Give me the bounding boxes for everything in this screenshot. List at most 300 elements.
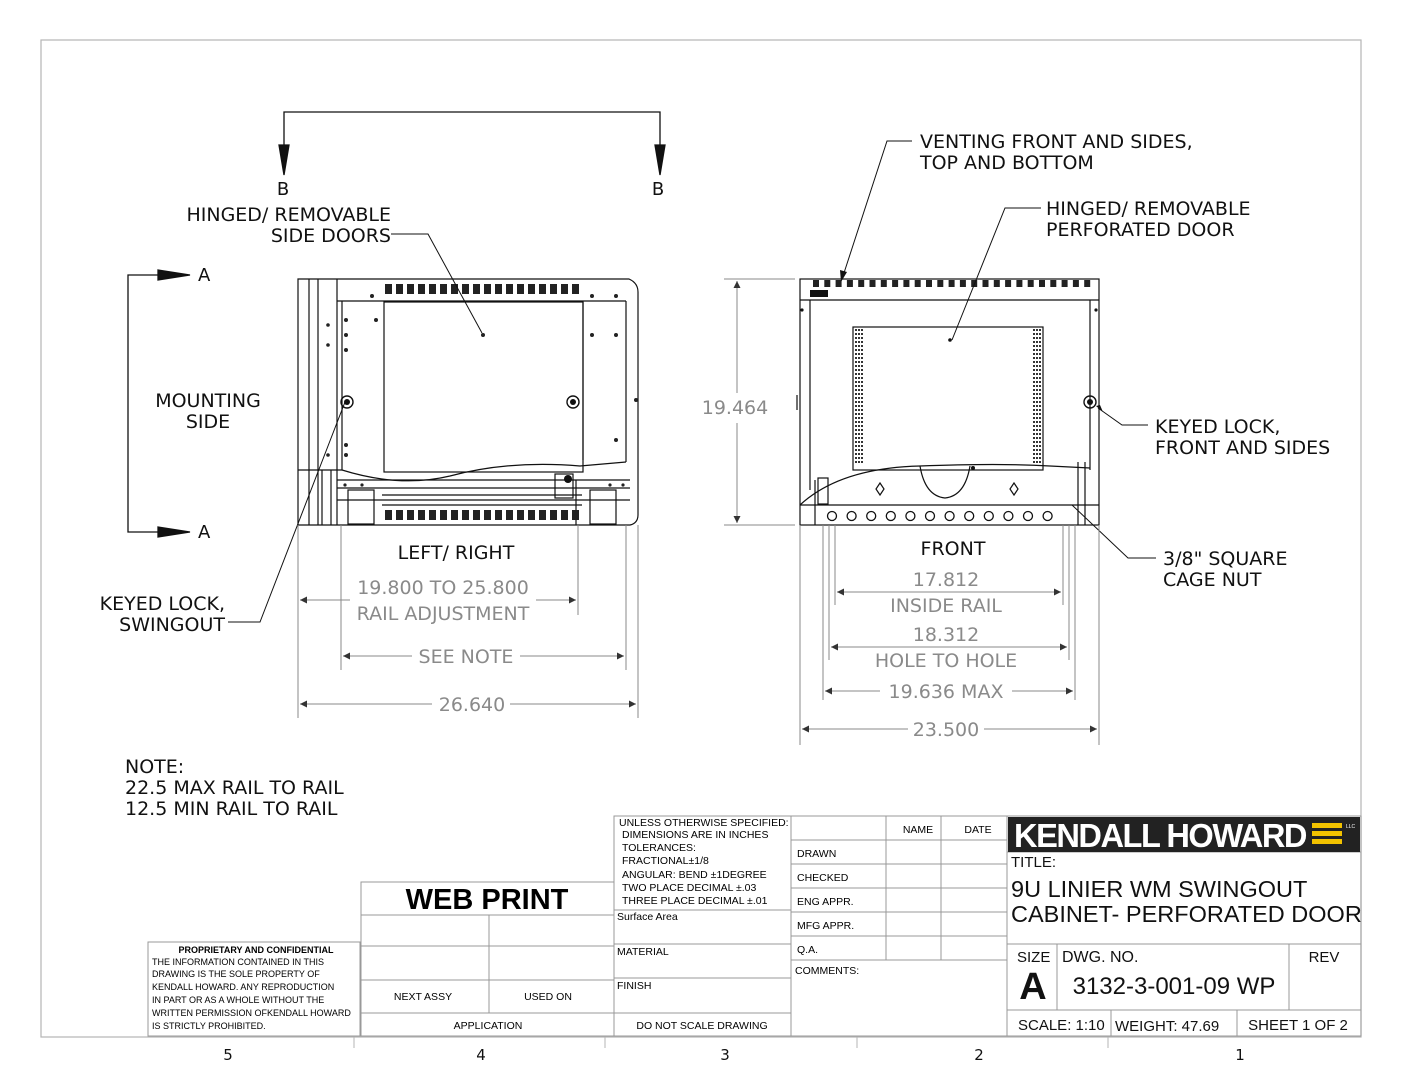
perforation-hole — [1033, 373, 1035, 375]
perforation-hole — [858, 425, 860, 427]
perforation-hole — [1036, 453, 1038, 455]
perforation-hole — [858, 397, 860, 399]
perforation-hole — [1033, 337, 1035, 339]
spec-line-3: TOLERANCES: — [622, 842, 696, 854]
vent-slot — [903, 280, 909, 287]
perforation-hole — [1039, 389, 1041, 391]
vent-slot — [1028, 280, 1034, 287]
cage-nut-hole — [828, 512, 837, 521]
perforation-hole — [858, 417, 860, 419]
dim-rail-adjust-value: 19.800 TO 25.800 — [357, 577, 529, 599]
title-line-2: CABINET- PERFORATED DOOR — [1011, 901, 1362, 927]
perforation-hole — [1036, 461, 1038, 463]
perforation-hole — [855, 413, 857, 415]
perforation-hole — [1036, 449, 1038, 451]
callout-keyed-lock-swingout-1: KEYED LOCK, — [99, 593, 225, 615]
perforation-hole — [1039, 453, 1041, 455]
perforation-hole — [1039, 429, 1041, 431]
vent-slot — [824, 280, 830, 287]
perforation-hole — [861, 365, 863, 367]
perforation-hole — [861, 449, 863, 451]
scale-label: SCALE: 1:10 — [1018, 1017, 1105, 1034]
perforation-hole — [858, 385, 860, 387]
front-view-cage-nut-row — [828, 512, 1053, 521]
spec-line-7: THREE PLACE DECIMAL ±.01 — [622, 895, 768, 907]
perforation-hole — [1033, 345, 1035, 347]
perforation-hole — [858, 393, 860, 395]
perforation-hole — [858, 449, 860, 451]
cage-nut-hole — [1043, 512, 1052, 521]
perforation-hole — [858, 453, 860, 455]
callout-hinged-side-doors-1: HINGED/ REMOVABLE — [186, 204, 391, 226]
vent-slot — [429, 284, 436, 294]
perforation-hole — [855, 409, 857, 411]
perforation-hole — [1039, 345, 1041, 347]
perforation-hole — [1033, 461, 1035, 463]
perforation-hole — [1039, 413, 1041, 415]
vent-slot — [440, 284, 447, 294]
perforation-hole — [1033, 429, 1035, 431]
dim-hole-value: 18.312 — [912, 624, 980, 646]
perforation-hole — [855, 381, 857, 383]
callout-keyed-lock-swingout-2: SWINGOUT — [119, 614, 225, 636]
perforation-hole — [858, 437, 860, 439]
perforation-hole — [1036, 365, 1038, 367]
perforation-hole — [1036, 437, 1038, 439]
vent-slot — [407, 510, 414, 520]
perforation-hole — [861, 357, 863, 359]
zone-2: 2 — [974, 1046, 984, 1064]
vent-slot — [506, 510, 513, 520]
callout-perforated-door-1: HINGED/ REMOVABLE — [1046, 198, 1251, 220]
perforation-hole — [858, 433, 860, 435]
vent-slot — [418, 510, 425, 520]
cage-nut-hole — [906, 512, 915, 521]
front-view-lock-icon — [800, 290, 1097, 470]
checked-label: CHECKED — [797, 872, 849, 884]
perforation-hole — [861, 393, 863, 395]
vent-slot — [429, 510, 436, 520]
section-a-bottom-label: A — [198, 522, 211, 543]
perforation-hole — [861, 329, 863, 331]
perforation-hole — [1039, 425, 1041, 427]
material-label: MATERIAL — [617, 946, 669, 958]
perforation-hole — [1039, 457, 1041, 459]
vent-slot — [451, 284, 458, 294]
perforation-hole — [1039, 365, 1041, 367]
perforation-hole — [1033, 437, 1035, 439]
callout-mounting-side-1: MOUNTING — [155, 390, 261, 412]
perforation-hole — [858, 405, 860, 407]
side-view-lock-icon — [341, 396, 579, 483]
rev-label: REV — [1308, 949, 1340, 966]
cage-nut-hole — [886, 512, 895, 521]
perforation-hole — [861, 369, 863, 371]
perforation-hole — [858, 461, 860, 463]
vent-slot — [949, 280, 955, 287]
zone-1: 1 — [1235, 1046, 1245, 1064]
side-view-bottom-vents — [385, 510, 579, 520]
surface-area-label: Surface Area — [617, 911, 678, 923]
dim-max-width: 19.636 MAX — [888, 681, 1004, 703]
eng-appr-label: ENG APPR. — [797, 896, 854, 908]
mfg-appr-label: MFG APPR. — [797, 920, 855, 932]
callout-perforated-door-2: PERFORATED DOOR — [1046, 219, 1235, 241]
title-line-1: 9U LINIER WM SWINGOUT — [1011, 876, 1308, 902]
vent-slot — [385, 510, 392, 520]
perforation-hole — [855, 377, 857, 379]
perforation-hole — [858, 457, 860, 459]
side-view-top-vents — [385, 284, 579, 294]
dim-inside-rail-value: 17.812 — [912, 569, 980, 591]
perforation-hole — [861, 441, 863, 443]
side-view-holes — [326, 294, 638, 487]
note-line-2: 12.5 MIN RAIL TO RAIL — [125, 798, 338, 820]
vent-slot — [813, 280, 819, 287]
vent-slot — [473, 284, 480, 294]
perforation-hole — [858, 421, 860, 423]
perforation-hole — [1033, 441, 1035, 443]
front-view-top-vents — [813, 280, 1090, 287]
perforation-hole — [1039, 377, 1041, 379]
perforation-hole — [858, 365, 860, 367]
perforation-hole — [1033, 353, 1035, 355]
weight-label: WEIGHT: 47.69 — [1115, 1018, 1220, 1035]
dim-depth: 26.640 — [438, 694, 506, 716]
perforation-hole — [855, 429, 857, 431]
perforation-hole — [1033, 401, 1035, 403]
perforation-hole — [1036, 445, 1038, 447]
proprietary-line-1: THE INFORMATION CONTAINED IN THIS — [152, 957, 325, 967]
perforation-hole — [858, 377, 860, 379]
perforation-hole — [855, 437, 857, 439]
vent-slot — [1005, 280, 1011, 287]
perforation-hole — [1039, 437, 1041, 439]
perforation-hole — [1039, 353, 1041, 355]
dim-see-note: SEE NOTE — [418, 646, 514, 668]
perforation-hole — [855, 433, 857, 435]
perforation-hole — [861, 437, 863, 439]
vent-slot — [451, 510, 458, 520]
perforation-hole — [1036, 405, 1038, 407]
perforation-hole — [858, 409, 860, 411]
perforation-hole — [855, 449, 857, 451]
perforation-hole — [1033, 349, 1035, 351]
perforation-hole — [1036, 457, 1038, 459]
perforation-hole — [861, 417, 863, 419]
perforation-hole — [855, 345, 857, 347]
perforation-hole — [858, 341, 860, 343]
perforation-hole — [1036, 417, 1038, 419]
perforation-hole — [855, 393, 857, 395]
perforation-hole — [1039, 461, 1041, 463]
vent-slot — [1062, 280, 1068, 287]
vent-slot — [385, 284, 392, 294]
vent-slot — [561, 510, 568, 520]
perforation-hole — [1039, 433, 1041, 435]
perforation-hole — [1039, 441, 1041, 443]
vent-slot — [484, 510, 491, 520]
vent-slot — [847, 280, 853, 287]
perforation-hole — [1033, 449, 1035, 451]
perforation-hole — [855, 357, 857, 359]
perforation-hole — [1039, 341, 1041, 343]
perforation-hole — [855, 421, 857, 423]
section-b-left-label: B — [276, 179, 290, 200]
callout-cage-nut-1: 3/8" SQUARE — [1163, 548, 1288, 570]
perforation-hole — [1033, 333, 1035, 335]
spec-line-4: FRACTIONAL±1/8 — [622, 855, 709, 867]
perforation-hole — [1039, 421, 1041, 423]
vent-slot — [539, 510, 546, 520]
vent-slot — [396, 510, 403, 520]
perforation-hole — [1033, 409, 1035, 411]
perforation-hole — [1036, 429, 1038, 431]
perforation-hole — [1036, 433, 1038, 435]
vent-slot — [870, 280, 876, 287]
perforation-hole — [855, 445, 857, 447]
vent-slot — [1084, 280, 1090, 287]
comments-label: COMMENTS: — [795, 965, 860, 977]
perforation-hole — [1036, 425, 1038, 427]
perforation-hole — [861, 341, 863, 343]
perforation-hole — [1033, 445, 1035, 447]
perforation-hole — [858, 413, 860, 415]
perforation-hole — [861, 457, 863, 459]
perforation-hole — [1036, 385, 1038, 387]
perforation-hole — [855, 401, 857, 403]
callout-mounting-side-2: SIDE — [185, 411, 231, 433]
dwg-no-value: 3132-3-001-09 WP — [1072, 973, 1276, 1000]
vent-slot — [440, 510, 447, 520]
vent-slot — [550, 510, 557, 520]
spec-line-5: ANGULAR: BEND ±1DEGREE — [622, 869, 767, 881]
perforation-hole — [855, 417, 857, 419]
perforation-hole — [1039, 417, 1041, 419]
perforation-hole — [1036, 393, 1038, 395]
cage-nut-hole — [984, 512, 993, 521]
vent-slot — [528, 284, 535, 294]
perforation-hole — [1039, 449, 1041, 451]
perforation-hole — [855, 397, 857, 399]
perforation-hole — [1033, 389, 1035, 391]
perforation-hole — [1033, 397, 1035, 399]
perforation-hole — [858, 345, 860, 347]
vent-slot — [892, 280, 898, 287]
view-label-left-right: LEFT/ RIGHT — [397, 542, 515, 564]
perforation-hole — [861, 345, 863, 347]
perforation-hole — [861, 421, 863, 423]
vent-slot — [396, 284, 403, 294]
perforation-hole — [855, 453, 857, 455]
vent-slot — [528, 510, 535, 520]
perforation-hole — [855, 385, 857, 387]
perforation-hole — [1033, 369, 1035, 371]
perforation-hole — [1033, 341, 1035, 343]
do-not-scale-label: DO NOT SCALE DRAWING — [636, 1020, 768, 1032]
vent-slot — [926, 280, 932, 287]
perforation-hole — [1036, 357, 1038, 359]
company-logo-mark — [1312, 823, 1342, 844]
zone-ticks — [354, 1037, 1108, 1048]
section-b-right-label: B — [651, 179, 665, 200]
perforation-hole — [858, 373, 860, 375]
perforation-hole — [855, 341, 857, 343]
vent-slot — [495, 510, 502, 520]
perforation-hole — [858, 353, 860, 355]
vent-slot — [983, 280, 989, 287]
spec-line-2: DIMENSIONS ARE IN INCHES — [622, 829, 769, 841]
perforation-hole — [861, 413, 863, 415]
dim-rail-adjust-label: RAIL ADJUSTMENT — [356, 603, 530, 625]
perforation-hole — [861, 349, 863, 351]
perforation-hole — [861, 401, 863, 403]
perforation-hole — [1036, 377, 1038, 379]
section-b-indicator — [279, 112, 665, 175]
title-label: TITLE: — [1011, 854, 1057, 871]
perforation-hole — [855, 373, 857, 375]
perforation-hole — [855, 333, 857, 335]
cage-nut-hole — [1024, 512, 1033, 521]
front-view — [797, 279, 1099, 525]
perforation-hole — [855, 461, 857, 463]
qa-label: Q.A. — [797, 944, 819, 956]
vent-slot — [836, 280, 842, 287]
perforation-hole — [1036, 337, 1038, 339]
perforation-hole — [858, 381, 860, 383]
section-a-top-label: A — [198, 265, 211, 286]
next-assy-label: NEXT ASSY — [393, 991, 453, 1003]
perforation-hole — [1039, 385, 1041, 387]
perforation-hole — [861, 429, 863, 431]
perforation-hole — [1033, 361, 1035, 363]
perforation-hole — [858, 429, 860, 431]
perforation-hole — [861, 425, 863, 427]
perforation-hole — [1036, 373, 1038, 375]
perforation-hole — [855, 353, 857, 355]
perforation-hole — [1039, 329, 1041, 331]
perforation-hole — [858, 357, 860, 359]
vent-slot — [539, 284, 546, 294]
perforation-hole — [858, 369, 860, 371]
cage-nut-hole — [847, 512, 856, 521]
perforation-hole — [861, 385, 863, 387]
proprietary-line-3: KENDALL HOWARD. ANY REPRODUCTION — [152, 982, 335, 992]
finish-label: FINISH — [617, 980, 652, 992]
perforation-hole — [855, 361, 857, 363]
dim-inside-rail-label: INSIDE RAIL — [890, 595, 1002, 617]
vent-slot — [994, 280, 1000, 287]
perforation-hole — [858, 441, 860, 443]
perforation-hole — [858, 361, 860, 363]
vent-slot — [858, 280, 864, 287]
vent-slot — [915, 280, 921, 287]
perforation-hole — [1033, 393, 1035, 395]
drawn-label: DRAWN — [797, 848, 837, 860]
perforation-hole — [1033, 413, 1035, 415]
vent-slot — [473, 510, 480, 520]
perforation-hole — [1036, 401, 1038, 403]
perforation-hole — [855, 425, 857, 427]
perforation-hole — [1036, 381, 1038, 383]
spec-line-6: TWO PLACE DECIMAL ±.03 — [622, 882, 757, 894]
perforation-hole — [1039, 373, 1041, 375]
perforation-hole — [855, 389, 857, 391]
perforation-hole — [861, 361, 863, 363]
perforation-hole — [855, 457, 857, 459]
perforation-hole — [1039, 333, 1041, 335]
perforation-hole — [861, 373, 863, 375]
cage-nut-hole — [945, 512, 954, 521]
perforation-hole — [861, 461, 863, 463]
perforation-hole — [1036, 333, 1038, 335]
perforation-hole — [1036, 421, 1038, 423]
perforation-hole — [1039, 397, 1041, 399]
note-heading: NOTE: — [125, 756, 185, 778]
perforation-hole — [855, 337, 857, 339]
perforation-hole — [1033, 381, 1035, 383]
perforation-hole — [1039, 409, 1041, 411]
perforation-hole — [861, 433, 863, 435]
perforation-hole — [1036, 361, 1038, 363]
perforation-hole — [858, 333, 860, 335]
cage-nut-hole — [965, 512, 974, 521]
vent-slot — [561, 284, 568, 294]
proprietary-line-2: DRAWING IS THE SOLE PROPERTY OF — [152, 969, 320, 979]
zone-5: 5 — [223, 1046, 233, 1064]
perforation-hole — [861, 453, 863, 455]
perforation-hole — [1039, 393, 1041, 395]
callout-venting-2: TOP AND BOTTOM — [920, 152, 1094, 174]
perforation-hole — [1033, 377, 1035, 379]
perforation-hole — [861, 381, 863, 383]
perforation-hole — [1039, 369, 1041, 371]
perforation-hole — [1039, 349, 1041, 351]
perforation-hole — [1039, 405, 1041, 407]
vent-slot — [517, 510, 524, 520]
perforation-hole — [1033, 457, 1035, 459]
perforation-hole — [858, 401, 860, 403]
perforation-hole — [858, 389, 860, 391]
zone-3: 3 — [720, 1046, 730, 1064]
vent-slot — [462, 510, 469, 520]
perforation-hole — [861, 337, 863, 339]
vent-slot — [937, 280, 943, 287]
perforation-hole — [855, 405, 857, 407]
perforation-hole — [1039, 445, 1041, 447]
vent-slot — [1050, 280, 1056, 287]
perforation-hole — [1036, 341, 1038, 343]
vent-slot — [495, 284, 502, 294]
vent-slot — [407, 284, 414, 294]
perforation-hole — [855, 365, 857, 367]
perforation-hole — [855, 349, 857, 351]
perforation-hole — [861, 333, 863, 335]
company-logo-llc: LLC — [1346, 824, 1356, 830]
perforation-hole — [855, 329, 857, 331]
perforation-hole — [861, 409, 863, 411]
proprietary-heading: PROPRIETARY AND CONFIDENTIAL — [178, 945, 334, 955]
perforation-hole — [858, 329, 860, 331]
vent-slot — [517, 284, 524, 294]
perforation-hole — [1036, 349, 1038, 351]
vent-slot — [462, 284, 469, 294]
perforation-hole — [1039, 337, 1041, 339]
size-value: A — [1019, 966, 1047, 1008]
perforation-hole — [1033, 365, 1035, 367]
vent-slot — [1073, 280, 1079, 287]
perforation-hole — [1036, 369, 1038, 371]
